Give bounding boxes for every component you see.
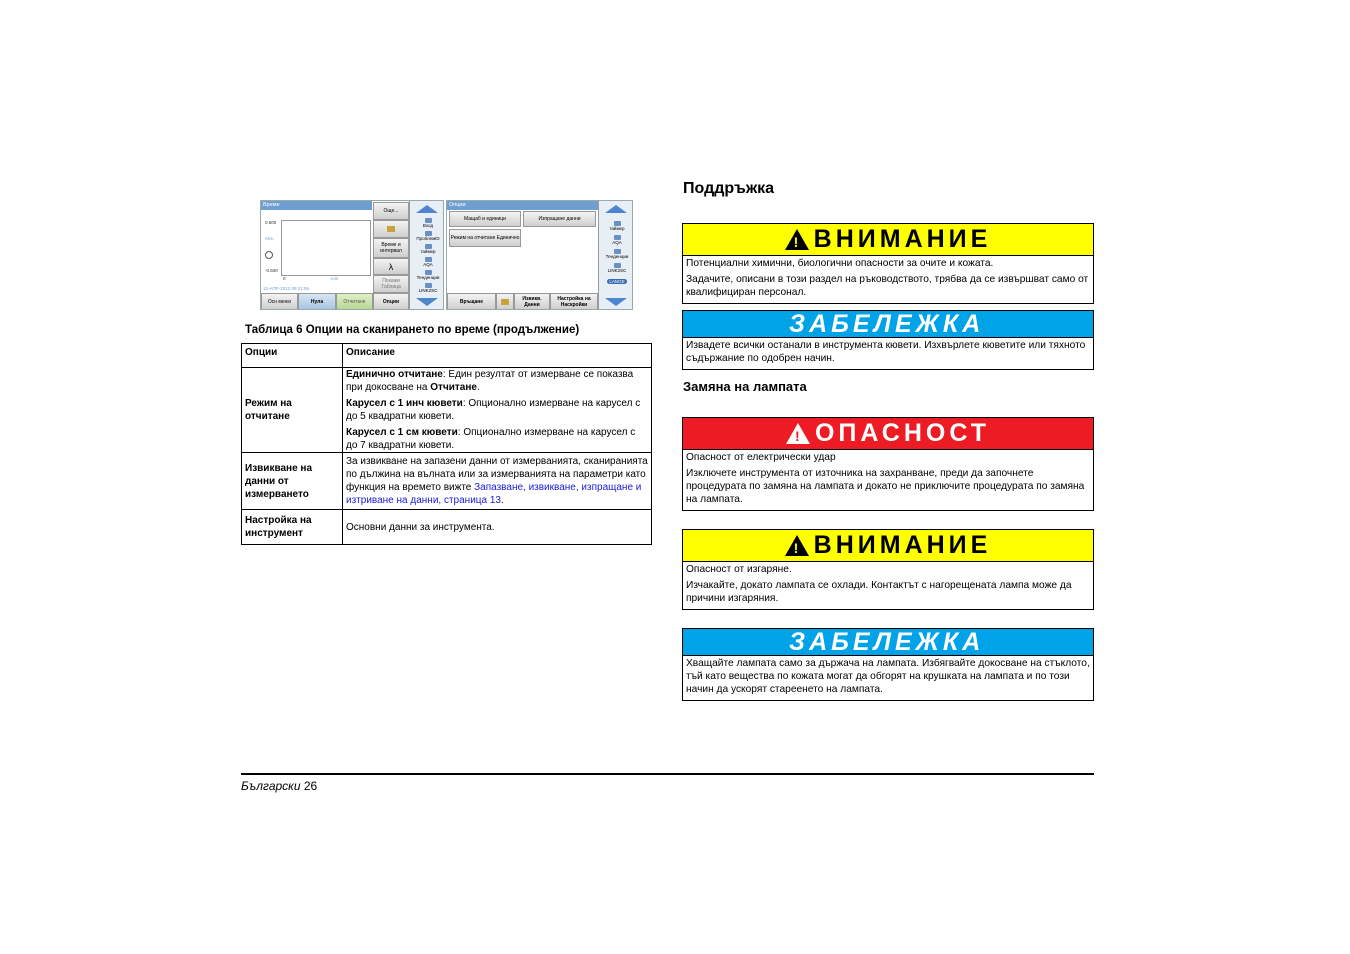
danger-box bbox=[682, 417, 1094, 511]
sidebar-item-aqa[interactable]: AQA bbox=[410, 257, 444, 267]
y-top-value: 0.500 bbox=[265, 220, 277, 225]
notice-box-2 bbox=[682, 628, 1094, 701]
pencil-icon bbox=[387, 226, 395, 232]
x-unit: min bbox=[331, 276, 339, 281]
wavelength-button[interactable]: λ bbox=[373, 258, 409, 275]
description-instrument-setup: Основни данни за инструмента. bbox=[343, 510, 652, 545]
more-button[interactable]: Още... bbox=[373, 202, 409, 220]
scale-units-button[interactable]: Мащаб и единици bbox=[449, 211, 521, 227]
sidebar-item-link2sc[interactable]: LINK2SC bbox=[599, 263, 633, 273]
option-recall-data: Извикване на данни от измерването bbox=[242, 453, 343, 510]
section-heading: Поддръжка bbox=[683, 180, 775, 197]
screenshot-time-scan bbox=[260, 200, 444, 310]
screen-title: Време bbox=[261, 201, 372, 210]
screenshot-options bbox=[446, 200, 633, 310]
notice-banner: ЗАБЕЛЕЖКА bbox=[683, 311, 1093, 338]
notice-text: Хващайте лампата само за държача на лампата. Избягвайте докосване на стъклото, тъй като вещества по кожата могат да обгорят на крушката на лампата и по този начин да ускорят стареенето на лампата. bbox=[686, 658, 1090, 695]
footer-language: Български bbox=[241, 779, 301, 793]
send-data-button[interactable]: Изпращане данни bbox=[523, 211, 596, 227]
sidebar-item-trends[interactable]: Тенденции bbox=[599, 249, 633, 259]
edit-button-2[interactable] bbox=[496, 293, 514, 310]
footer-rule bbox=[241, 773, 1094, 775]
caution-text: Задачите, описани в този раздел на ръководството, трябва да се извършват само от квалифициран персонал. bbox=[686, 274, 1089, 298]
danger-text: Опасност от електрически удар bbox=[686, 452, 836, 463]
sidebar-item-problem-id[interactable]: ПроблемID bbox=[410, 231, 444, 241]
caution-banner: ! ВНИМАНИЕ bbox=[683, 530, 1093, 562]
recall-data-link[interactable]: Запазване, извикване, изпращане и изтриване на данни, страница 13 bbox=[346, 482, 642, 506]
subsection-heading: Замяна на лампата bbox=[683, 379, 807, 394]
caution-text: Изчакайте, докато лампата се охлади. Контактът с нагорещената лампа може да причини изгаряния. bbox=[686, 580, 1072, 604]
page-number: 26 bbox=[303, 779, 318, 793]
page-footer bbox=[241, 779, 317, 793]
danger-text: Изключете инструмента от източника на захранване, преди да започнете процедурата по замяна на лампата и докато не приключите процедурата по замяна на лампата. bbox=[686, 468, 1085, 505]
scroll-up-icon[interactable] bbox=[416, 205, 438, 213]
recall-data-button[interactable]: Извикв. Данни bbox=[514, 293, 550, 310]
sidebar-item-link2sc[interactable]: LINK2SC bbox=[410, 283, 444, 293]
sidebar bbox=[598, 201, 633, 310]
y-axis-label: Abs. bbox=[265, 236, 275, 241]
notice-box-1 bbox=[682, 310, 1094, 370]
sidebar bbox=[409, 201, 444, 310]
zoom-icon[interactable] bbox=[265, 251, 273, 259]
show-table-button[interactable]: Покажи Таблица bbox=[373, 275, 409, 293]
caution-box-2 bbox=[682, 529, 1094, 610]
time-interval-button[interactable]: Време и интервал bbox=[373, 238, 409, 258]
sidebar-item-lange[interactable]: LANGE bbox=[609, 279, 625, 284]
table-caption: Таблица 6 Опции на сканирането по време (продължение) bbox=[245, 324, 580, 336]
zero-button[interactable]: Нула bbox=[298, 293, 336, 310]
sidebar-item-timer[interactable]: таймер bbox=[410, 244, 444, 254]
danger-banner: ! ОПАСНОСТ bbox=[683, 418, 1093, 450]
scroll-down-icon[interactable] bbox=[416, 298, 438, 306]
instrument-setup-button[interactable]: Настройка на Наскройки bbox=[550, 293, 598, 310]
caution-banner: ! ВНИМАНИЕ bbox=[683, 224, 1093, 256]
description-recall-data: За извикване на запазени данни от измерванията, сканиранията по дължина на вълната или за измерванията на параметри като функция на времето вижте Запазване, извикване, изпращане и изтриване на данни, страница 13. bbox=[343, 453, 652, 510]
option-instrument-setup: Настройка на инструмент bbox=[242, 510, 343, 545]
x-start-value: 0 bbox=[283, 276, 286, 281]
options-table bbox=[241, 343, 652, 545]
pencil-icon bbox=[501, 299, 509, 305]
option-read-mode: Режим на отчитане bbox=[242, 368, 343, 453]
description-read-mode: Единично отчитане: Един резултат от измерване се показва при докосване на Отчитане. Карусел с 1 инч кювети: Опционално измерване на карусел с до 5 квадратни кювети. Карусел с 1 см кювети: Опционално измерване на карусел с до 7 квадратни кювети. bbox=[343, 368, 652, 453]
caution-text: Опасност от изгаряне. bbox=[686, 564, 792, 575]
header-options: Опции bbox=[242, 344, 343, 368]
caution-text: Потенциални химични, биологични опасности за очите и кожата. bbox=[686, 258, 994, 269]
y-bottom-value: -0.500 bbox=[265, 268, 278, 273]
read-button[interactable]: Отчитане bbox=[336, 293, 373, 310]
screen-title: Опции bbox=[447, 201, 599, 210]
edit-button[interactable] bbox=[373, 220, 409, 238]
options-button[interactable]: Опции bbox=[373, 293, 409, 310]
warning-icon: ! bbox=[785, 229, 809, 250]
datetime: 12-АПР-2012 09:21:56 bbox=[263, 286, 309, 291]
plot-area bbox=[281, 220, 371, 276]
sidebar-item-aqa[interactable]: AQA bbox=[599, 235, 633, 245]
table-row bbox=[242, 368, 652, 453]
read-mode-button[interactable]: Режим на отчитане Единично bbox=[449, 229, 521, 247]
return-button[interactable]: Връщане bbox=[447, 293, 496, 310]
caution-box-1 bbox=[682, 223, 1094, 304]
table-row bbox=[242, 453, 652, 510]
sidebar-item-login[interactable]: Вход bbox=[410, 218, 444, 228]
table-header-row bbox=[242, 344, 652, 368]
warning-icon: ! bbox=[785, 535, 809, 556]
sidebar-item-trends[interactable]: Тенденции bbox=[410, 270, 444, 280]
scroll-down-icon[interactable] bbox=[605, 298, 627, 306]
header-description: Описание bbox=[343, 344, 652, 368]
table-row bbox=[242, 510, 652, 545]
scroll-up-icon[interactable] bbox=[605, 205, 627, 213]
sidebar-item-timer[interactable]: таймер bbox=[599, 221, 633, 231]
notice-banner: ЗАБЕЛЕЖКА bbox=[683, 629, 1093, 656]
warning-icon: ! bbox=[786, 423, 810, 444]
home-button[interactable]: Осн меню bbox=[261, 293, 298, 310]
notice-text: Извадете всички останали в инструмента кювети. Изхвърлете кюветите или тяхното съдържание по одобрен начин. bbox=[686, 340, 1086, 364]
